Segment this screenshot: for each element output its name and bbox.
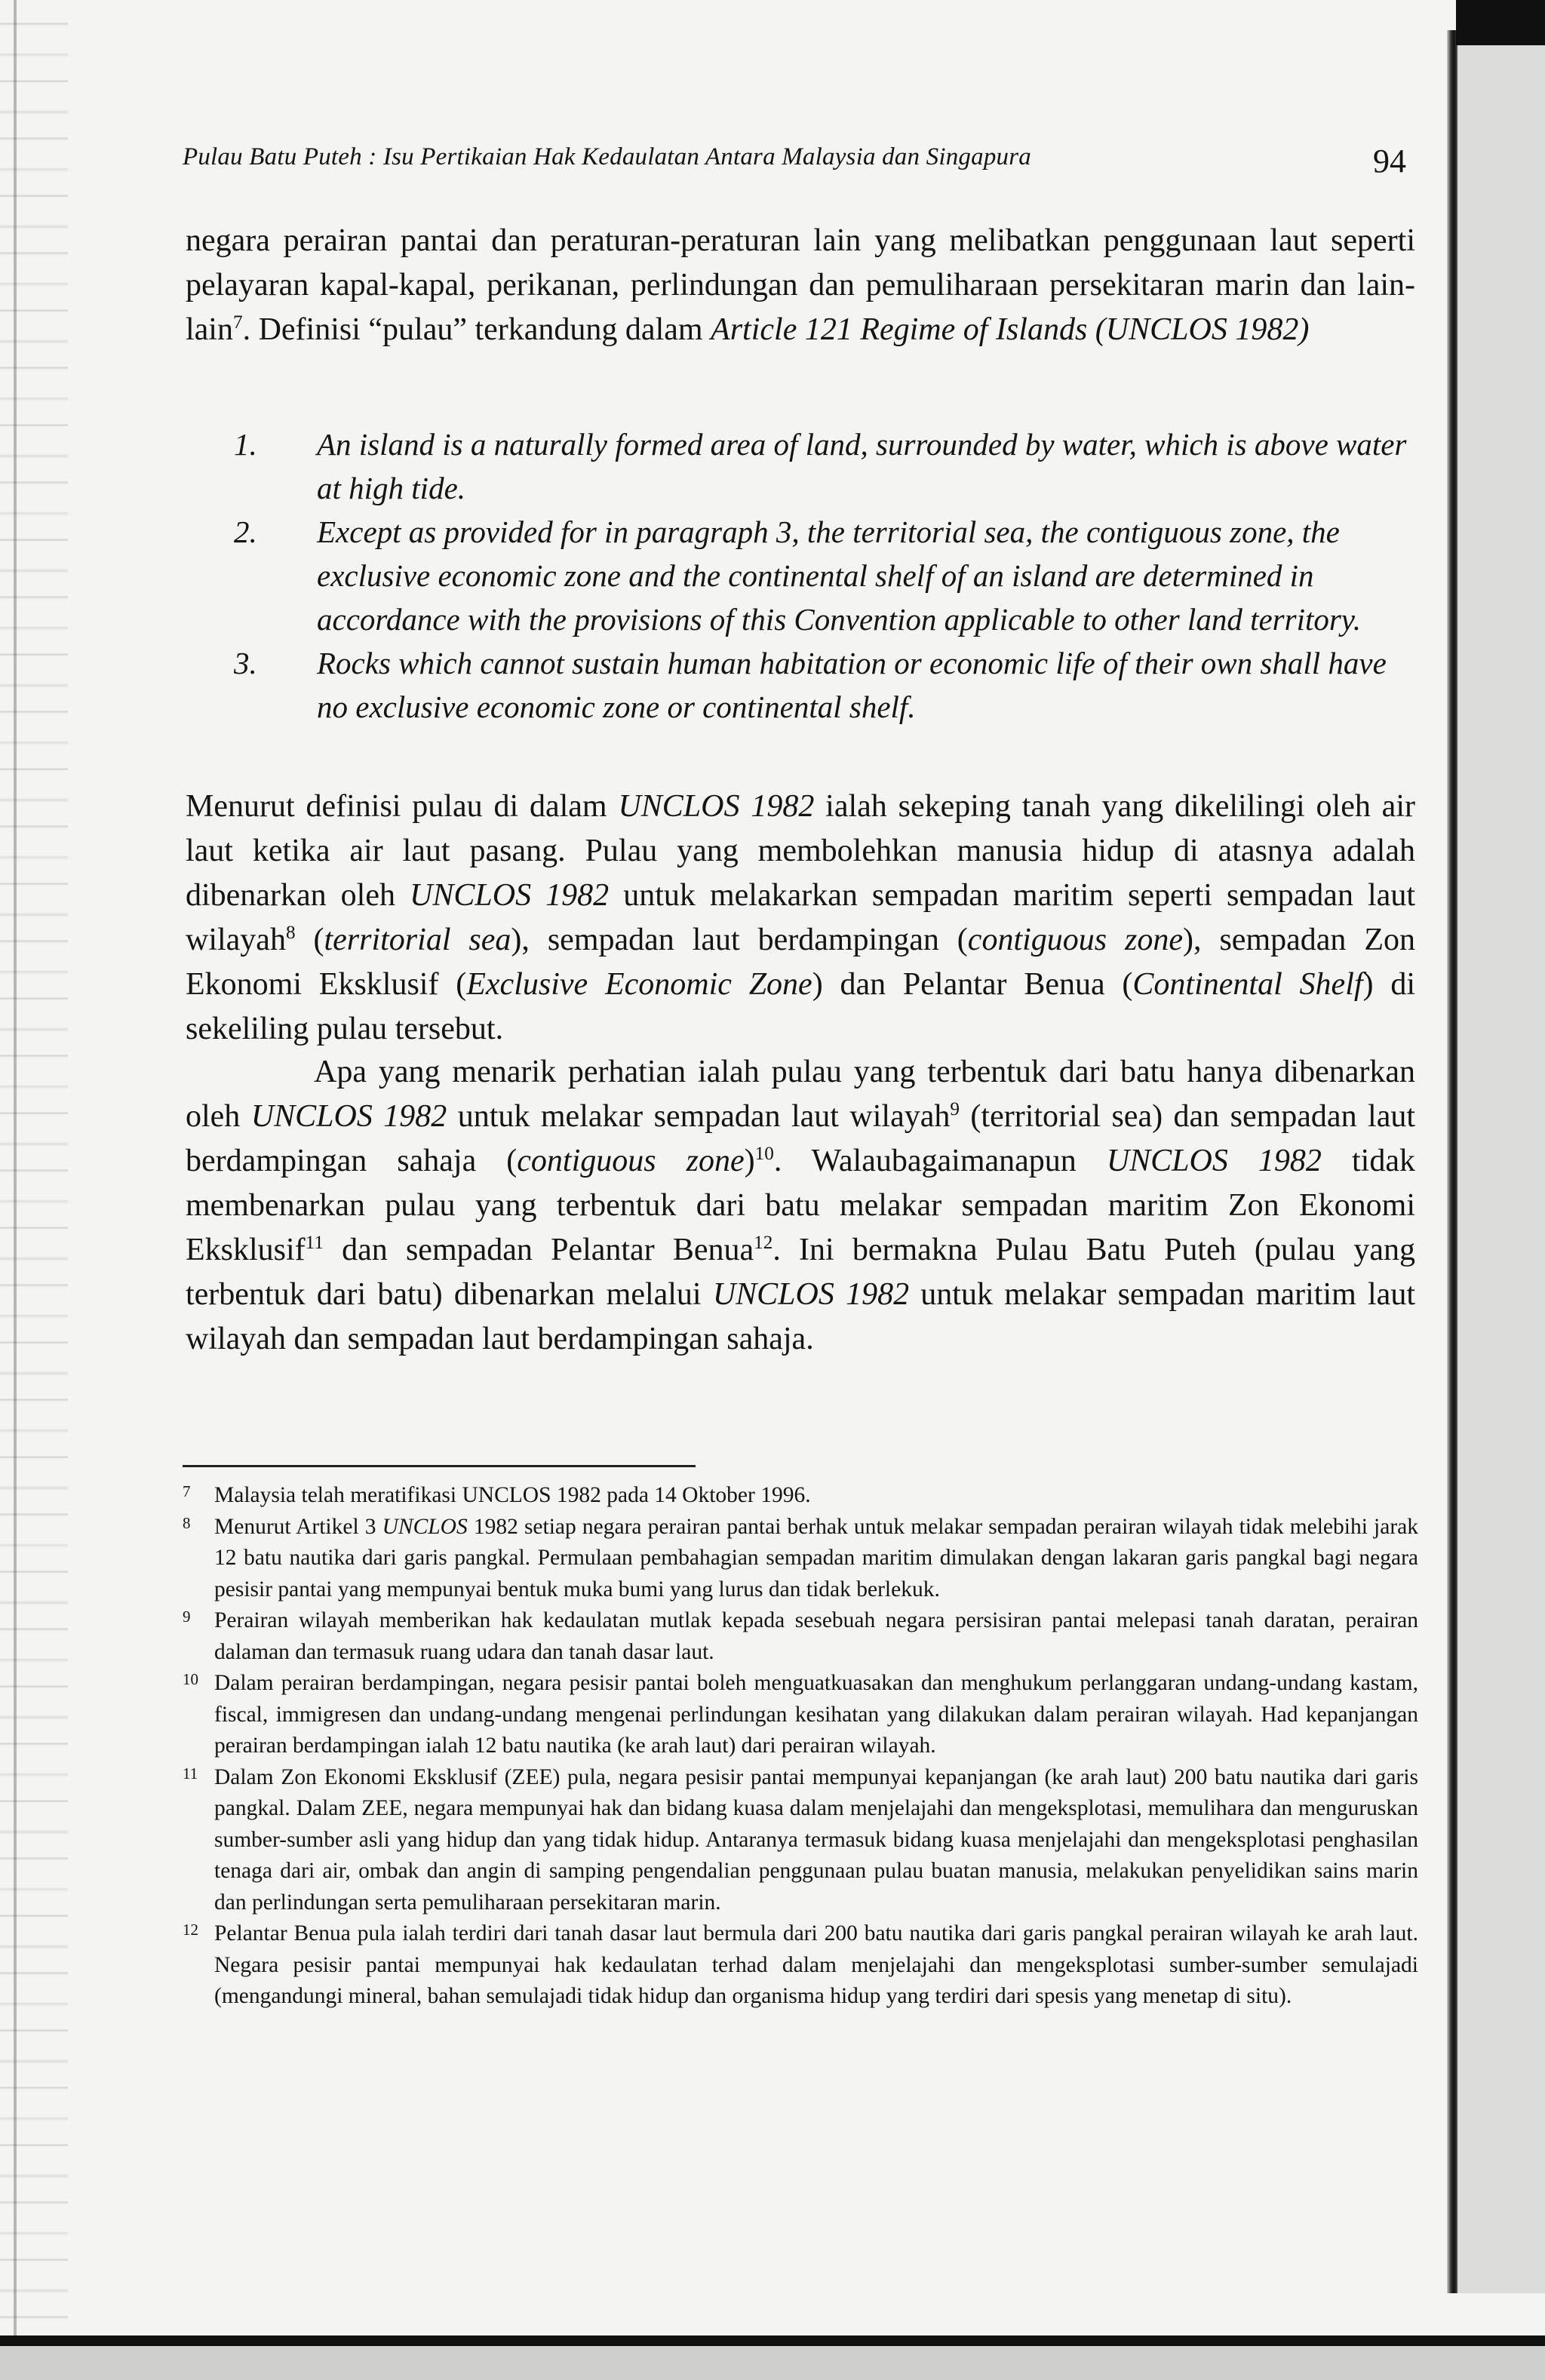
footnote-separator [183,1465,696,1467]
quote-item-2 [226,510,1411,641]
scan-left-margin-noise [0,0,68,2380]
footnote-10 [183,1668,1418,1762]
footnote-number: 11 [183,1764,198,1783]
unclos-reference: UNCLOS [382,1514,468,1539]
para1-text: ( [295,923,324,957]
footnotes [183,1480,1418,2013]
scan-top-right-corner [1456,0,1545,45]
unclos-reference: UNCLOS 1982 [618,789,815,824]
footnote-11 [183,1762,1418,1919]
intro-text-continued: . Definisi “pulau” terkandung dalam [242,312,711,347]
footnote-text: Pelantar Benua pula ialah terdiri dari tanah dasar laut bermula dari 200 batu nautika dari garis pangkal perairan wilayah ke arah laut. Negara pesisir pantai mempunyai hak kedaulatan terhad dalam menjelajahi dan mengeksplotasi sumber-sumber semulajadi (mengandungi mineral, bahan semulajadi tidak hidup dan organisma hidup yang terdiri dari spesis yang menetap di situ). [214,1921,1418,2008]
para2-text: . Ini bermakna Pulau Batu Puteh (pulau yang terbentuk dari batu) dibenarkan melalui [186,1233,1415,1312]
para2-text: Apa yang menarik perhatian ialah pulau yang terbentuk dari batu hanya dibenarkan oleh [186,1055,1415,1134]
quote-item-1 [226,422,1411,510]
page-number: 94 [1373,143,1406,180]
unclos-reference: UNCLOS 1982 [1106,1144,1322,1178]
term-contiguous-zone: contiguous zone [517,1144,745,1178]
footnote-text: Dalam perairan berdampingan, negara pesisir pantai boleh menguatkuasakan dan menghukum perlanggaran undang-undang kastam, fiscal, immigresen dan undang-undang mengenai perlindungan kesihatan yang dilakukan dalam perairan wilayah. Had kepanjangan perairan berdampingan ialah 12 batu nautika (ke arah laut) dari perairan wilayah. [214,1671,1418,1758]
unclos-reference: UNCLOS 1982 [712,1277,910,1312]
term-territorial-sea: territorial sea [324,923,511,957]
term-continental-shelf: Continental Shelf [1132,967,1363,1002]
unclos-reference: UNCLOS 1982 [410,878,610,913]
footnote-12 [183,1918,1418,2013]
footnote-ref-10: 10 [754,1144,774,1164]
para1-text: ), sempadan Zon Ekonomi Eksklusif ( [186,923,1415,1002]
footnote-ref-12: 12 [754,1233,773,1253]
footnote-ref-9: 9 [950,1099,960,1119]
article-121-quote [226,422,1411,729]
scan-right-border [1457,30,1545,2293]
para1-text: ) di sekeliling pulau tersebut. [186,967,1416,1046]
scan-bottom-border [0,2346,1545,2380]
footnote-9 [183,1605,1418,1668]
intro-paragraph [186,219,1415,352]
footnote-text: Perairan wilayah memberikan hak kedaulatan mutlak kepada sesebuah negara persisiran pantai melepasi tanah daratan, perairan dalaman dan termasuk ruang udara dan tanah dasar laut. [214,1608,1418,1664]
para2-text: untuk melakar sempadan maritim laut wilayah dan sempadan laut berdampingan sahaja. [186,1277,1415,1356]
footnote-number: 8 [183,1513,191,1532]
quote-item-number: 1. [234,427,257,462]
footnote-number: 9 [183,1608,191,1626]
quote-item-3 [226,641,1411,729]
quote-item-text: Rocks which cannot sustain human habitation or economic life of their own shall have no exclusive economic zone or continental shelf. [317,646,1387,724]
footnote-number: 7 [183,1482,191,1500]
footnote-ref-7: 7 [232,312,243,333]
scan-bottom-edge [0,2335,1545,2346]
quote-item-number: 3. [234,646,257,680]
paragraph-rocks [186,1050,1415,1362]
running-header: Pulau Batu Puteh : Isu Pertikaian Hak Kedaulatan Antara Malaysia dan Singapura [183,143,1031,170]
paragraph-definition [186,785,1415,1052]
para2-text: tidak membenarkan pulau yang terbentuk dari batu melakar sempadan maritim Zon Ekonomi Eksklusif [186,1144,1415,1267]
quote-item-text: Except as provided for in paragraph 3, the territorial sea, the contiguous zone, the exclusive economic zone and the continental shelf of an island are determined in accordance with the provisions of this Convention applicable to other land territory. [317,514,1361,637]
footnote-text [214,1512,1418,1606]
para1-text: Menurut definisi pulau di dalam [186,789,619,824]
para2-text: dan sempadan Pelantar Benua [323,1233,754,1267]
quote-item-text: An island is a naturally formed area of land, surrounded by water, which is above water at high tide. [317,427,1407,505]
scan-left-edge-line [14,0,17,2380]
footnote-ref-11: 11 [305,1233,324,1253]
footnote-text: Malaysia telah meratifikasi UNCLOS 1982 pada 14 Oktober 1996. [214,1483,811,1507]
para2-text: untuk melakar sempadan laut wilayah [447,1099,951,1134]
para2-text: ) [744,1144,755,1178]
unclos-reference: UNCLOS 1982 [250,1099,447,1134]
para1-text: ), sempadan laut berdampingan ( [511,923,968,957]
scan-right-edge-shadow [1447,30,1457,2293]
footnote-8 [183,1512,1418,1606]
footnote-number: 12 [183,1921,198,1939]
para2-text: (territorial sea) dan sempadan laut berdampingan sahaja ( [186,1099,1416,1178]
footnote-text-part: Menurut Artikel 3 [214,1514,382,1539]
para1-text: ) dan Pelantar Benua ( [812,967,1133,1002]
term-contiguous-zone: contiguous zone [967,923,1184,957]
para1-text: untuk melakarkan sempadan maritim seperti sempadan laut wilayah [186,878,1415,957]
footnote-number: 10 [183,1670,198,1688]
footnote-text-part: 1982 setiap negara perairan pantai berhak untuk melakar sempadan perairan wilayah tidak melebihi jarak 12 batu nautika dari garis pangkal. Permulaan pembahagian sempadan maritim dimulakan dengan lakaran garis pangkal bagi negara pesisir pantai yang mempunyai bentuk muka bumi yang lurus dan tidak berlekuk. [214,1514,1418,1602]
intro-text: negara perairan pantai dan peraturan-peraturan lain yang melibatkan penggunaan laut seperti pelayaran kapal-kapal, perikanan, perlindungan dan pemuliharaan persekitaran marin dan lain-lain [186,223,1415,347]
article-reference: Article 121 Regime of Islands (UNCLOS 1982) [711,312,1310,347]
footnote-7 [183,1480,1418,1512]
term-eez: Exclusive Economic Zone [466,967,812,1002]
para1-text: ialah sekeping tanah yang dikelilingi oleh air laut ketika air laut pasang. Pulau yang membolehkan manusia hidup di atasnya adalah dibenarkan oleh [186,789,1415,913]
quote-item-number: 2. [234,514,257,549]
footnote-text: Dalam Zon Ekonomi Eksklusif (ZEE) pula, negara pesisir pantai mempunyai kepanjangan (ke arah laut) 200 batu nautika dari garis pangkal. Dalam ZEE, negara mempunyai hak dan bidang kuasa dalam menjelajahi dan mengeksplotasi, memulihara dan menguruskan sumber-sumber asli yang hidup dan yang tidak hidup. Antaranya termasuk bidang kuasa menjelajahi dan mengeksplotasi penghasilan tenaga dari air, ombak dan angin di samping pengendalian penggunaan pulau buatan manusia, melakukan penyelidikan sains marin dan perlindungan serta pemuliharaan persekitaran marin. [214,1764,1418,1915]
para2-text: . Walaubagaimanapun [773,1144,1107,1178]
footnote-ref-8: 8 [285,923,296,943]
